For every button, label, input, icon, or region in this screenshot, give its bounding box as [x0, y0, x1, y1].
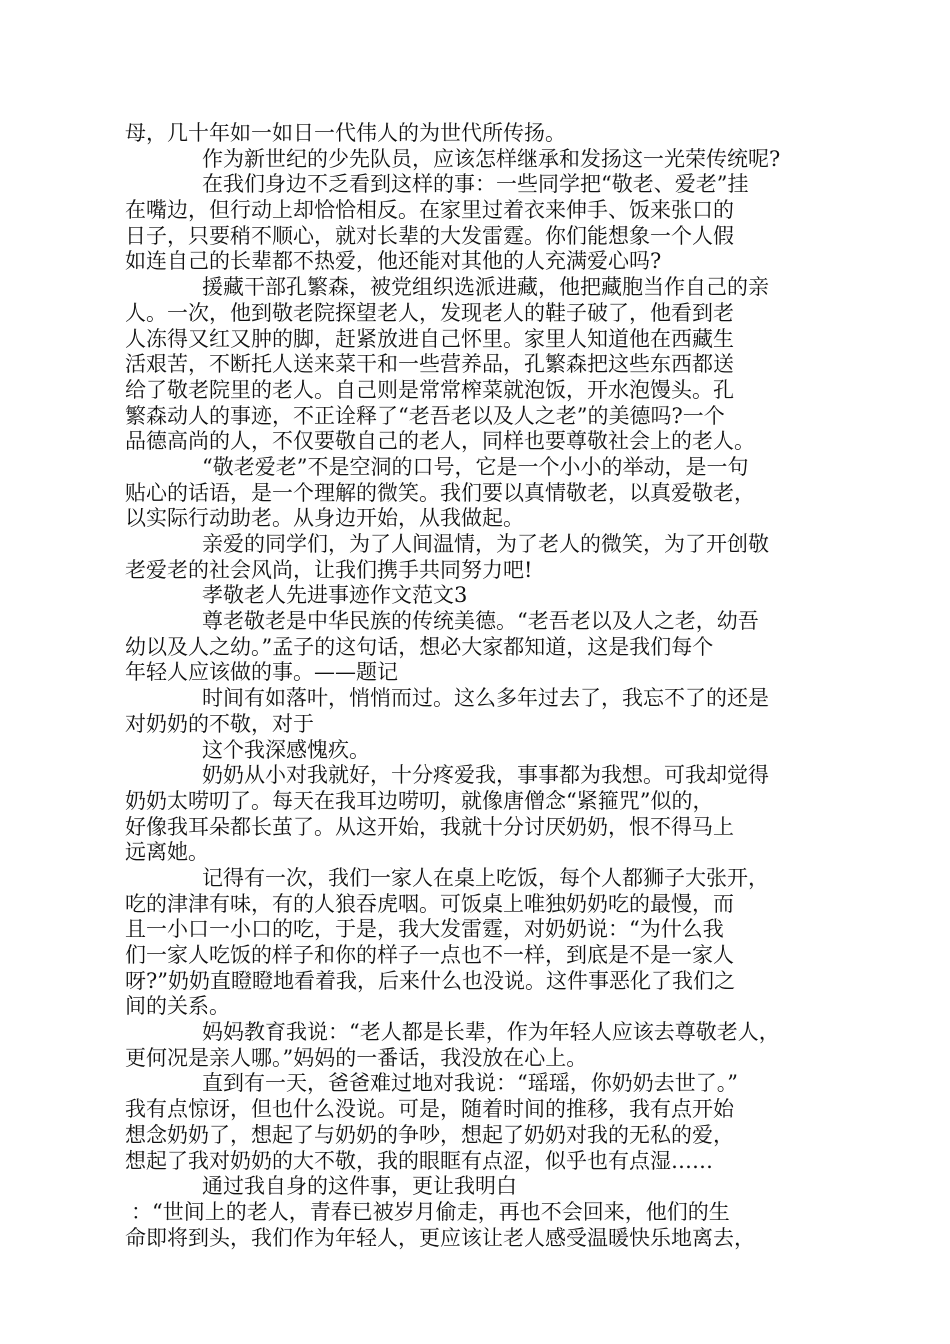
text-line: 想起了我对奶奶的大不敬，我的眼眶有点涩，似乎也有点湿…… [125, 1148, 713, 1173]
text-line: 幼以及人之幼。”孟子的这句话，想必大家都知道，这是我们每个 [125, 634, 714, 659]
text-line: 妈妈教育我说：“老人都是长辈，作为年轻人应该去尊敬老人， [202, 1020, 780, 1045]
text-line: “敬老爱老”不是空洞的口号，它是一个小小的举动，是一句 [202, 454, 749, 479]
text-line: 以实际行动助老。从身边开始，从我做起。 [125, 506, 524, 531]
text-line: 间的关系。 [125, 994, 230, 1019]
document-body [125, 121, 825, 1251]
text-line: 对奶奶的不敬，对于 [125, 711, 314, 736]
text-line: 亲爱的同学们，为了人间温情，为了老人的微笑，为了开创敬 [202, 532, 769, 556]
text-line: 我有点惊讶，但也什么没说。可是，随着时间的推移，我有点开始 [125, 1097, 734, 1122]
text-line: 母，几十年如一如日一代伟人的为世代所传扬。 [125, 121, 566, 145]
text-line: 时间有如落叶，悄悄而过。这么多年过去了，我忘不了的还是 [202, 686, 769, 711]
text-line: 人冻得又红又肿的脚，赶紧放进自己怀里。家里人知道他在西藏生 [125, 326, 734, 351]
text-line: 贴心的话语，是一个理解的微笑。我们要以真情敬老，以真爱敬老， [125, 480, 755, 505]
text-line: 作为新世纪的少先队员，应该怎样继承和发扬这一光荣传统呢? [202, 146, 781, 171]
text-line: 年轻人应该做的事。——题记 [125, 660, 398, 685]
text-line: 直到有一天，爸爸难过地对我说：“瑶瑶，你奶奶去世了。” [202, 1071, 738, 1096]
text-line: 在嘴边，但行动上却恰恰相反。在家里过着衣来伸手、饭来张口的 [125, 198, 734, 223]
text-line: 吃的津津有味，有的人狼吞虎咽。可饭桌上唯独奶奶吃的最慢，而 [125, 891, 734, 916]
section-heading: 孝敬老人先进事迹作文范文3 [202, 583, 468, 608]
text-line: ：“世间上的老人，青春已被岁月偷走，再也不会回来，他们的生 [131, 1199, 730, 1224]
text-line: 奶奶太唠叨了。每天在我耳边唠叨，就像唐僧念“紧箍咒”似的， [125, 788, 714, 813]
text-line: 这个我深感愧疚。 [202, 737, 370, 762]
text-line: 活艰苦，不断托人送来菜干和一些营养品，孔繁森把这些东西都送 [125, 352, 734, 377]
text-line: 奶奶从小对我就好，十分疼爱我，事事都为我想。可我却觉得 [202, 763, 769, 788]
text-line: 老爱老的社会风尚，让我们携手共同努力吧! [125, 557, 533, 582]
text-line: 更何况是亲人哪。”妈妈的一番话，我没放在心上。 [125, 1045, 588, 1070]
text-line: 好像我耳朵都长茧了。从这开始，我就十分讨厌奶奶，恨不得马上 [125, 814, 734, 839]
text-line: 日子，只要稍不顺心，就对长辈的大发雷霆。你们能想象一个人假 [125, 223, 734, 248]
text-line: 如连自己的长辈都不热爱，他还能对其他的人充满爱心吗? [125, 249, 662, 274]
text-line: 想念奶奶了，想起了与奶奶的争吵，想起了奶奶对我的无私的爱， [125, 1122, 734, 1147]
text-line: 在我们身边不乏看到这样的事：一些同学把“敬老、爱老”挂 [202, 172, 749, 197]
text-line: 命即将到头，我们作为年轻人，更应该让老人感受温暖快乐地离去， [125, 1225, 755, 1250]
text-line: 品德高尚的人，不仅要敬自己的老人，同样也要尊敬社会上的老人。 [125, 429, 755, 454]
text-line: 给了敬老院里的老人。自己则是常常榨菜就泡饭，开水泡馒头。孔 [125, 377, 734, 402]
text-line: 远离她。 [125, 840, 209, 865]
text-line: 人。一次，他到敬老院探望老人，发现老人的鞋子破了，他看到老 [125, 300, 734, 325]
text-line: 繁森动人的事迹，不正诠释了“老吾老以及人之老”的美德吗?一个 [125, 403, 725, 428]
text-line: 援藏干部孔繁森，被党组织选派进藏，他把藏胞当作自己的亲 [202, 275, 769, 300]
text-line: 且一小口一小口的吃，于是，我大发雷霆，对奶奶说：“为什么我 [125, 917, 724, 942]
text-line: 呀?”奶奶直瞪瞪地看着我，后来什么也没说。这件事恶化了我们之 [125, 968, 735, 993]
text-line: 尊老敬老是中华民族的传统美德。“老吾老以及人之老，幼吾 [202, 609, 759, 634]
text-line: 记得有一次，我们一家人在桌上吃饭，每个人都狮子大张开， [202, 865, 769, 890]
text-line: 们一家人吃饭的样子和你的样子一点也不一样，到底是不是一家人 [125, 943, 734, 967]
text-line: 通过我自身的这件事，更让我明白 [202, 1174, 517, 1199]
